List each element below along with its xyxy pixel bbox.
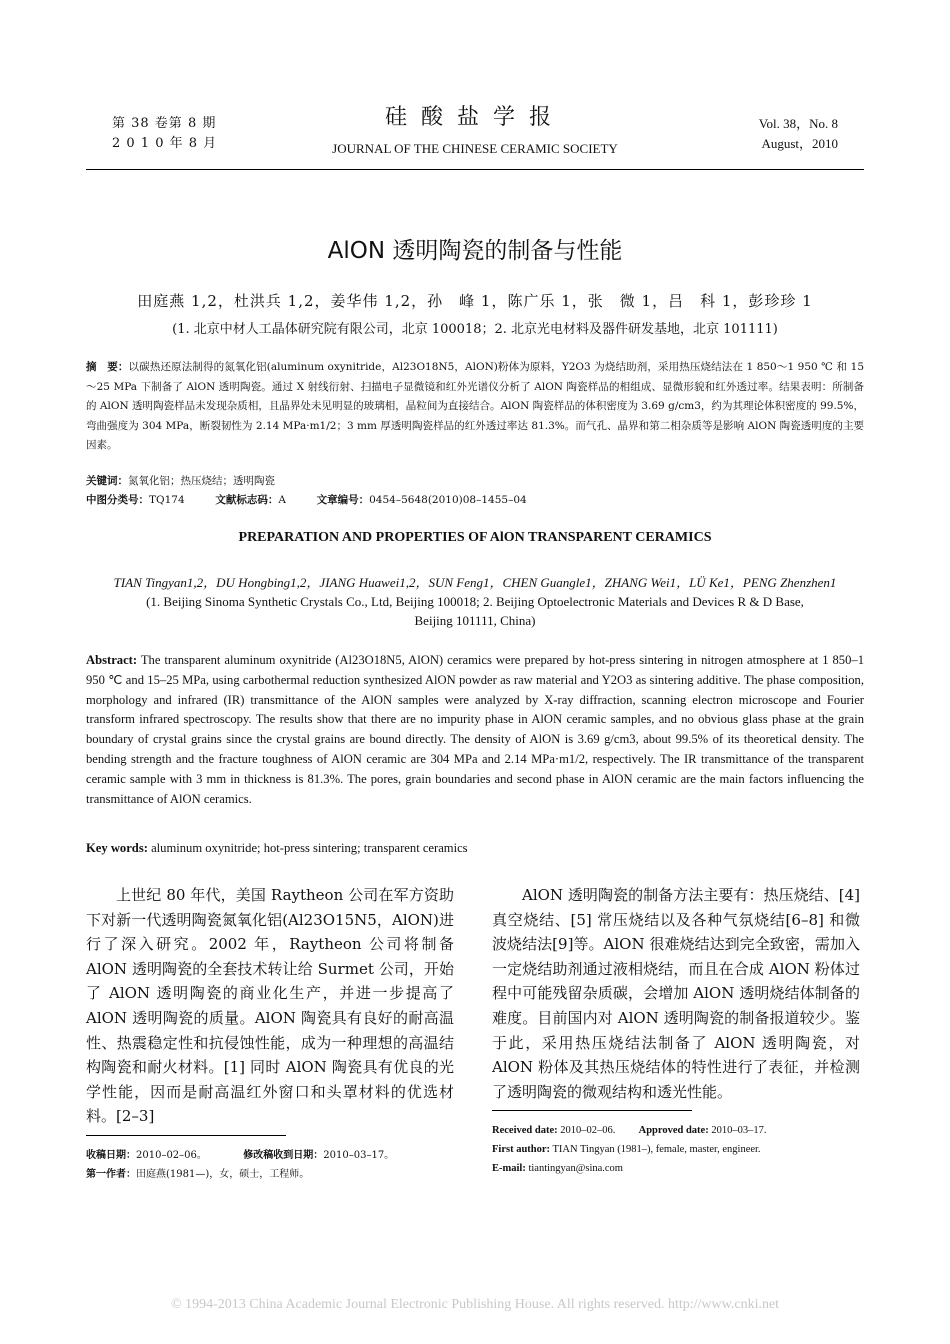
abstract-cn xyxy=(86,358,864,456)
affiliation-en xyxy=(0,592,950,630)
classification-line xyxy=(86,491,864,510)
revised-cn: 2010–03–17。 xyxy=(323,1149,395,1161)
email-label: E-mail: xyxy=(492,1163,526,1175)
received-en-label: Received date: xyxy=(492,1125,558,1137)
revised-cn-label: 修改稿收到日期： xyxy=(243,1149,324,1161)
article-no-value: 0454–5648(2010)08–1455–04 xyxy=(369,494,527,506)
approved-en: 2010–03–17. xyxy=(711,1125,767,1137)
received-cn-label: 收稿日期： xyxy=(86,1149,136,1161)
doc-label: 文献标志码： xyxy=(215,494,279,506)
footnote-en xyxy=(492,1121,860,1178)
body-column-right xyxy=(492,883,860,1178)
paper-title-cn: AlON 透明陶瓷的制备与性能 xyxy=(327,238,623,264)
author-en: TIAN Tingyan (1981–), female, master, engineer. xyxy=(552,1144,761,1156)
affiliation-cn: (1. 北京中材人工晶体研究院有限公司，北京 100018；2. 北京光电材料及器件研发基地，北京 101111) xyxy=(172,322,778,337)
article-no-label: 文章编号： xyxy=(316,494,370,506)
footnote-cn-author xyxy=(86,1165,454,1184)
footnote-en-email xyxy=(492,1159,860,1178)
header-volume-en xyxy=(759,114,838,154)
doc-value: A xyxy=(278,494,286,506)
footnote-cn-dates xyxy=(86,1146,454,1165)
footnote-en-dates xyxy=(492,1121,860,1140)
keywords-cn-label: 关键词： xyxy=(86,475,128,487)
keywords-en-label: Key words: xyxy=(86,841,148,855)
abstract-en-text: The transparent aluminum oxynitride (Al23O18N5, AlON) ceramics were prepared by hot-press sintering in nitrogen atmosphere at 1 850–1 950 ℃ and 15–25 MPa, using carbothermal reduction synthesized AlON powder as raw material and Y2O3 as sintering additive. The phase composition, morphology and infrared (IR) transmittance of the AlON samples were analyzed by X-ray diffraction, scanning electron microscope and Fourier transform infrared spectroscopy. The results show that there are no impurity phase in AlON ceramic samples, and no obvious glass phase at the grain boundary of crystal grains since the crystal grains are bound directly. The density of AlON is 3.69 g/cm3, about 99.5% of its theoretical density. The bending strength and the fracture toughness of AlON ceramic are 304 MPa and 2.14 MPa·m1/2, respectively. The IR transmittance of the transparent ceramic sample with 3 mm in thickness is 81.3%. The pores, grain boundaries and second phase in AlON ceramic are the main factors influencing the transmittance of AlON ceramics. xyxy=(86,653,864,806)
body-paragraph-left: 上世纪 80 年代，美国 Raytheon 公司在军方资助下对新一代透明陶瓷氮氧化铝(Al23O15N5，AlON)进行了深入研究。2002 年，Raytheon 公司将制备 AlON 透明陶瓷的全套技术转让给 Surmet 公司，开始了 AlON 透明陶瓷的商业化生产，并进一步提高了 AlON 透明陶瓷的质量。AlON 陶瓷具有良好的耐高温性、热震稳定性和抗侵蚀性能，成为一种理想的高温结构陶瓷和耐火材料。[1] 同时 AlON 陶瓷具有优良的光学性能，因而是耐高温红外窗口和头罩材料的优选材料。[2–3] xyxy=(86,886,454,1126)
abstract-en-label: Abstract: xyxy=(86,653,138,667)
approved-en-label: Approved date: xyxy=(638,1125,709,1137)
footnote-cn xyxy=(86,1146,454,1184)
affiliation-en-line-2: Beijing 101111, China) xyxy=(414,613,536,628)
copyright-footer: © 1994-2013 China Academic Journal Electronic Publishing House. All rights reserved. http://www.cnki.net xyxy=(170,1297,780,1312)
abstract-en xyxy=(86,651,864,809)
keywords-en xyxy=(86,841,864,856)
email-link[interactable]: tiantingyan@sina.com xyxy=(528,1163,623,1175)
keywords-en-text: aluminum oxynitride; hot-press sintering; transparent ceramics xyxy=(151,841,468,855)
journal-title-en: JOURNAL OF THE CHINESE CERAMIC SOCIETY xyxy=(332,141,618,156)
clc-value: TQ174 xyxy=(149,494,185,506)
footnote-divider-right xyxy=(492,1110,692,1111)
volume-cn: 第 38 卷第 8 期 xyxy=(112,116,217,131)
authors-en: TIAN Tingyan1,2，DU Hongbing1,2，JIANG Huawei1,2，SUN Feng1，CHEN Guangle1，ZHANG Wei1，LÜ Ke1，PENG Zhenzhen1 xyxy=(113,575,837,590)
keywords-cn-text: 氮氧化铝；热压烧结；透明陶瓷 xyxy=(128,475,275,487)
date-cn: 2 0 1 0 年 8 月 xyxy=(112,136,218,151)
date-en: August，2010 xyxy=(761,136,838,151)
received-en: 2010–02–06. xyxy=(560,1125,616,1137)
footnote-divider-left xyxy=(86,1135,286,1136)
keywords-block-cn xyxy=(86,472,864,510)
journal-title-cn: 硅酸盐学报 xyxy=(384,105,565,130)
body-paragraph-right: AlON 透明陶瓷的制备方法主要有：热压烧结、[4] 真空烧结、[5] 常压烧结以及各种气氛烧结[6–8] 和微波烧结法[9]等。AlON 很难烧结达到完全致密，需加入一定烧结助剂通过液相烧结，而且在合成 AlON 粉体过程中可能残留杂质碳，会增加 AlON 透明烧结体制备的难度。目前国内对 AlON 透明陶瓷的制备报道较少。鉴于此，采用热压烧结法制备了 AlON 透明陶瓷，对 AlON 粉体及其热压烧结体的特性进行了表征，并检测了透明陶瓷的微观结构和透光性能。 xyxy=(492,886,860,1101)
header-divider xyxy=(86,169,864,170)
abstract-cn-text: 以碳热还原法制得的氮氧化铝(aluminum oxynitride，Al23O18N5，AlON)粉体为原料，Y2O3 为烧结助剂，采用热压烧结法在 1 850～1 950 ℃ 和 15～25 MPa 下制备了 AlON 透明陶瓷。通过 X 射线衍射、扫描电子显微镜和红外光谱仪分析了 AlON 陶瓷样品的相组成、显微形貌和红外透过率。结果表明：所制备的 AlON 透明陶瓷样品未发现杂质相，且晶界处未见明显的玻璃相，晶粒间为直接结合。AlON 陶瓷样品的体积密度为 3.69 g/cm3，约为其理论体积密度的 99.5%，弯曲强度为 304 MPa，断裂韧性为 2.14 MPa·m1/2；3 mm 厚透明陶瓷样品的红外透过率达 81.3%。而气孔、晶界和第二相杂质等是影响 AlON 陶瓷透明度的主要因素。 xyxy=(86,361,864,451)
clc-label: 中图分类号： xyxy=(86,494,149,506)
received-cn: 2010–02–06。 xyxy=(136,1149,207,1161)
author-cn-label: 第一作者： xyxy=(86,1168,136,1180)
abstract-cn-label: 摘 要： xyxy=(86,361,129,373)
keywords-cn xyxy=(86,472,864,491)
volume-en: Vol. 38，No. 8 xyxy=(758,116,838,131)
paper-title-en: PREPARATION AND PROPERTIES OF AlON TRANSPARENT CERAMICS xyxy=(238,530,712,545)
author-cn: 田庭燕(1981—)，女，硕士，工程师。 xyxy=(136,1168,310,1180)
author-en-label: First author: xyxy=(492,1144,551,1156)
affiliation-en-line-1: (1. Beijing Sinoma Synthetic Crystals Co., Ltd, Beijing 100018; 2. Beijing Optoelectronic Materials and Devices R & D Base, xyxy=(146,594,804,609)
authors-cn: 田庭燕 1,2，杜洪兵 1,2，姜华伟 1,2，孙 峰 1，陈广乐 1，张 微 1，吕 科 1，彭珍珍 1 xyxy=(137,292,813,310)
body-column-left xyxy=(86,883,454,1184)
footnote-en-author xyxy=(492,1140,860,1159)
